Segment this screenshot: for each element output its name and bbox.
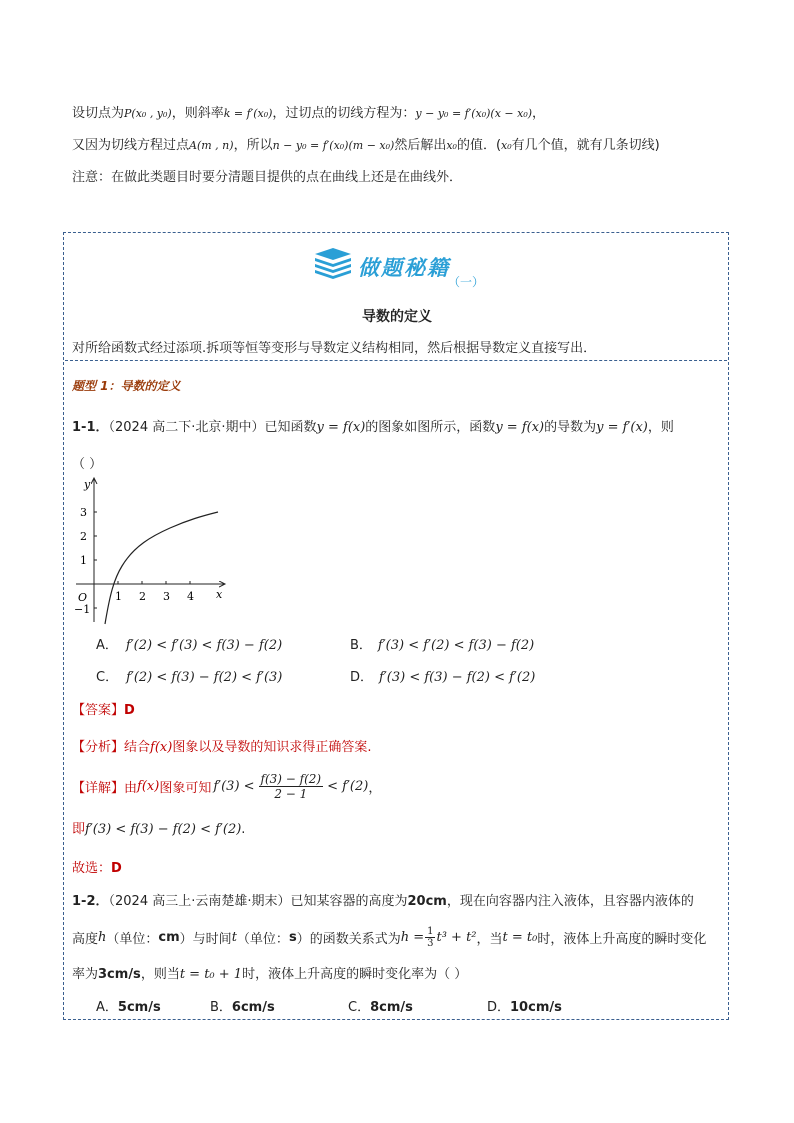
analysis-line: 【分析】结合f(x)图象以及导数的知识求得正确答案. xyxy=(72,740,372,755)
question-1-2-line-3: 率为3cm/s，则当t = t₀ + 1时，液体上升高度的瞬时变化率为（ ） xyxy=(72,967,468,982)
banner-subtitle: （一） xyxy=(448,275,485,289)
x-axis-label: x xyxy=(216,588,223,601)
y-tick-label: −1 xyxy=(74,603,91,616)
section-description: 对所给函数式经过添项.拆项等恒等变形与导数定义结构相同，然后根据导数定义直接写出． xyxy=(72,341,597,356)
origin-label: O xyxy=(78,591,88,604)
x-tick-label: 1 xyxy=(115,590,122,603)
option-a[interactable]: A． f′(2) < f′(3) < f(3) − f(2) xyxy=(96,638,283,653)
coef-fraction: $\frac{1}{3}$ xyxy=(427,925,434,949)
conclusion-line: 即f′(3) < f(3) − f(2) < f′(2). xyxy=(72,822,246,837)
function-graph xyxy=(70,474,230,626)
y-tick-label: 1 xyxy=(80,554,87,567)
choose-line: 故选：D xyxy=(72,861,122,876)
option-d[interactable]: D． f′(3) < f(3) − f(2) < f′(2) xyxy=(350,670,536,685)
y-tick-label: 3 xyxy=(80,506,87,519)
q2-option-b[interactable]: B．6cm/s xyxy=(210,1000,275,1015)
question-1-2: 1-2．（2024 高三上·云南楚雄·期末）已知某容器的高度为20cm，现在向容器内注入液体，且容器内液体的 xyxy=(72,894,694,909)
x-tick-label: 2 xyxy=(139,590,146,603)
intro-line-1: 设切点为P(x₀ , y₀)，则斜率k = f′(x₀)，过切点的切线方程为：y − y₀ = f′(x₀)(x − x₀)， xyxy=(72,106,546,121)
y-axis-label: y xyxy=(84,478,91,491)
question-1-1: 1-1．（2024 高二下·北京·期中）已知函数y = f(x)的图象如图所示，函数y = f(x)的导数为y = f′(x)，则 xyxy=(72,420,674,435)
intro-line-3: 注意：在做此类题目时要分清题目提供的点在曲线上还是在曲线外． xyxy=(72,170,463,185)
answer-paren: （ ） xyxy=(72,457,103,472)
banner-title: 做题秘籍 xyxy=(358,256,450,280)
topic-label: 题型 1：导数的定义 xyxy=(72,379,181,393)
question-1-2-line-2: 高度 h （单位： cm ）与时间 t （单位： s ）的函数关系式为 h = $\frac{1}{3}$ t³ + t² ，当 t = t₀ 时，液体上升高度的瞬时变化 xyxy=(72,925,707,949)
y-tick-label: 2 xyxy=(80,530,87,543)
q2-option-a[interactable]: A．5cm/s xyxy=(96,1000,161,1015)
q2-option-d[interactable]: D．10cm/s xyxy=(487,1000,562,1015)
option-b[interactable]: B． f′(3) < f′(2) < f(3) − f(2) xyxy=(350,638,535,653)
detail-fraction: $\frac{f(3) - f(2)}{2 - 1}$ xyxy=(260,771,322,801)
option-c[interactable]: C． f′(2) < f(3) − f(2) < f′(3) xyxy=(96,670,283,685)
intro-line-2: 又因为切线方程过点A(m , n)，所以n − y₀ = f′(x₀)(m − x₀)然后解出x₀的值．(x₀有几个值，就有几条切线) xyxy=(72,138,660,153)
detail-line: 【详解】 由 f(x) 图象可知 f′(3) < $\frac{f(3) - f(2)}{2 - 1}$ < f′(2) ， xyxy=(72,771,382,801)
q2-option-c[interactable]: C．8cm/s xyxy=(348,1000,413,1015)
section-title: 导数的定义 xyxy=(362,309,432,325)
answer-line: 【答案】D xyxy=(72,703,135,718)
x-tick-label: 4 xyxy=(187,590,194,603)
curve-f xyxy=(105,512,218,624)
box-divider xyxy=(65,360,727,361)
x-tick-label: 3 xyxy=(163,590,170,603)
book-stack-icon xyxy=(313,246,353,280)
